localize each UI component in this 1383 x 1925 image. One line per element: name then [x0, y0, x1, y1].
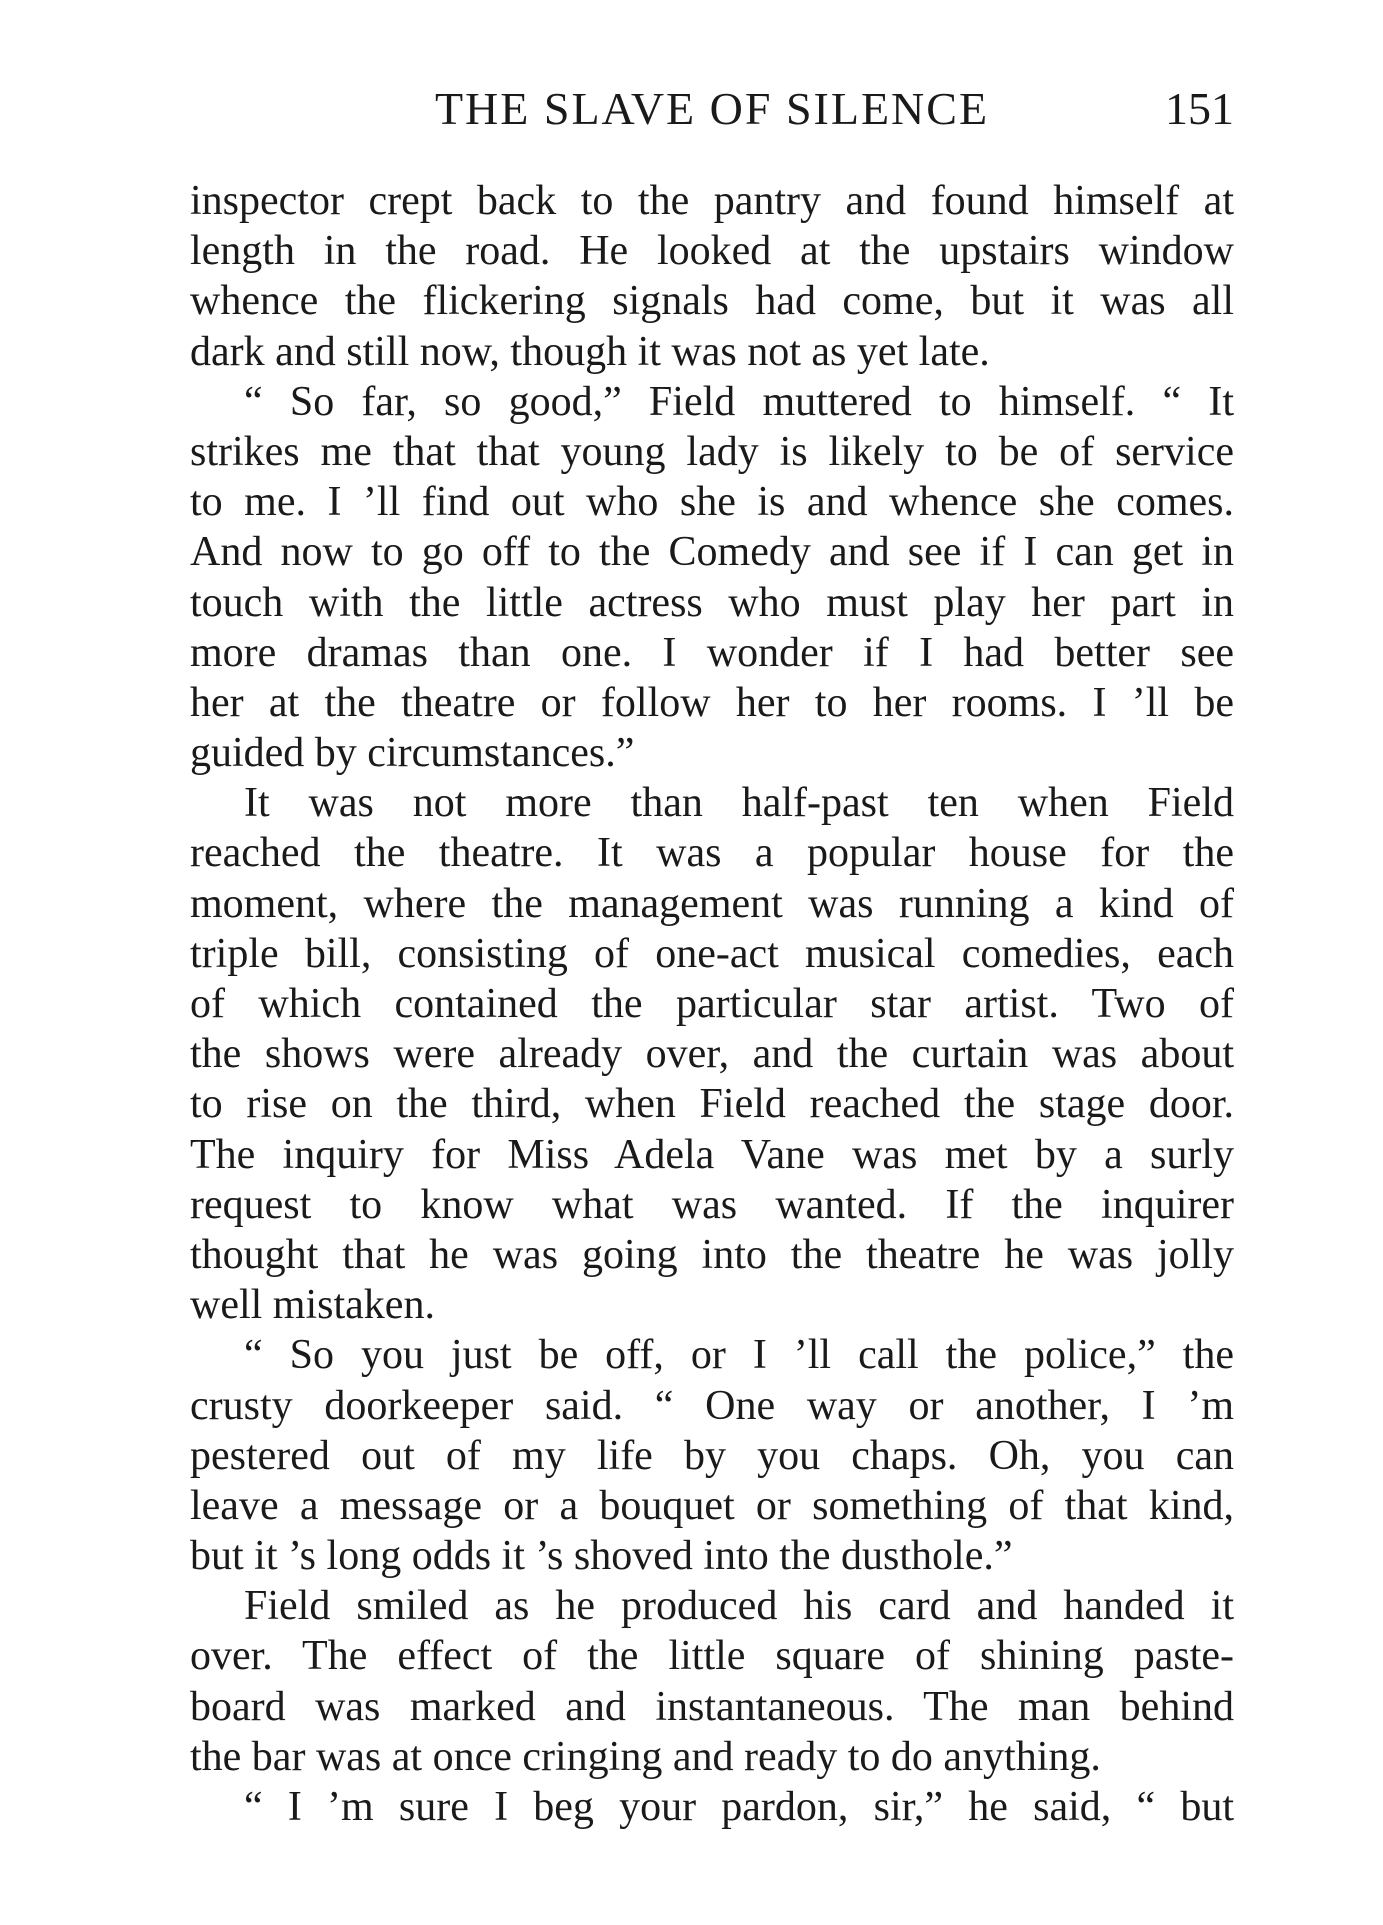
text-line: touch with the little actress who must play her part in	[190, 579, 1234, 626]
text-line: “ So you just be off, or I ’ll call the police,” the	[244, 1332, 1234, 1379]
text-line: It was not more than half-past ten when Field	[244, 780, 1234, 827]
text-line: reached the theatre. It was a popular house for the	[190, 830, 1234, 877]
text-line: of which contained the particular star artist. Two of	[190, 981, 1234, 1027]
text-line: to rise on the third, when Field reached the stage door.	[190, 1081, 1234, 1128]
running-head	[190, 80, 1234, 140]
text-line: her at the theatre or follow her to her rooms. I ’ll be	[190, 679, 1234, 726]
page-number: 151	[1165, 83, 1234, 134]
text-line: thought that he was going into the theatre he was jolly	[190, 1231, 1234, 1278]
running-title: THE SLAVE OF SILENCE	[434, 83, 990, 134]
text-line: crusty doorkeeper said. “ One way or another, I ’m	[190, 1382, 1234, 1429]
text-line: more dramas than one. I wonder if I had better see	[190, 629, 1234, 676]
text-line: well mistaken.	[190, 1282, 435, 1329]
text-line: “ I ’m sure I beg your pardon, sir,” he said, “ but	[244, 1784, 1234, 1830]
text-line: leave a message or a bouquet or something of that kind,	[190, 1482, 1234, 1529]
text-line: strikes me that that young lady is likely to be of service	[190, 428, 1234, 475]
paragraph	[190, 778, 1234, 1330]
text-line: pestered out of my life by you chaps. Oh, you can	[190, 1432, 1234, 1479]
text-line: guided by circumstances.”	[190, 730, 635, 777]
text-line: inspector crept back to the pantry and found himself at	[190, 178, 1234, 224]
text-line: request to know what was wanted. If the inquirer	[190, 1181, 1234, 1228]
text-line: the shows were already over, and the curtain was about	[190, 1031, 1234, 1078]
text-line: board was marked and instantaneous. The man behind	[190, 1683, 1234, 1730]
paragraph	[190, 1330, 1234, 1581]
text-line: triple bill, consisting of one-act musical comedies, each	[190, 930, 1234, 977]
text-line: length in the road. He looked at the upstairs window	[190, 228, 1234, 275]
text-line: but it ’s long odds it ’s shoved into the dusthole.”	[190, 1533, 1013, 1580]
text-line: dark and still now, though it was not as yet late.	[190, 328, 990, 375]
text-line: moment, where the management was running a kind of	[190, 880, 1234, 927]
text-line: The inquiry for Miss Adela Vane was met by a surly	[190, 1131, 1234, 1178]
paragraph	[190, 176, 1234, 377]
body-text	[190, 176, 1234, 1832]
text-line: the bar was at once cringing and ready to do anything.	[190, 1733, 1101, 1780]
text-line: to me. I ’ll find out who she is and whence she comes.	[190, 479, 1234, 526]
text-line: whence the flickering signals had come, but it was all	[190, 278, 1234, 325]
text-line: And now to go off to the Comedy and see if I can get in	[190, 529, 1234, 576]
paragraph	[190, 1782, 1234, 1832]
text-line: “ So far, so good,” Field muttered to himself. “ It	[244, 378, 1234, 425]
text-line: Field smiled as he produced his card and handed it	[244, 1583, 1234, 1630]
paragraph	[190, 1581, 1234, 1782]
text-line: over. The effect of the little square of shining paste-	[190, 1633, 1234, 1680]
paragraph	[190, 377, 1234, 779]
